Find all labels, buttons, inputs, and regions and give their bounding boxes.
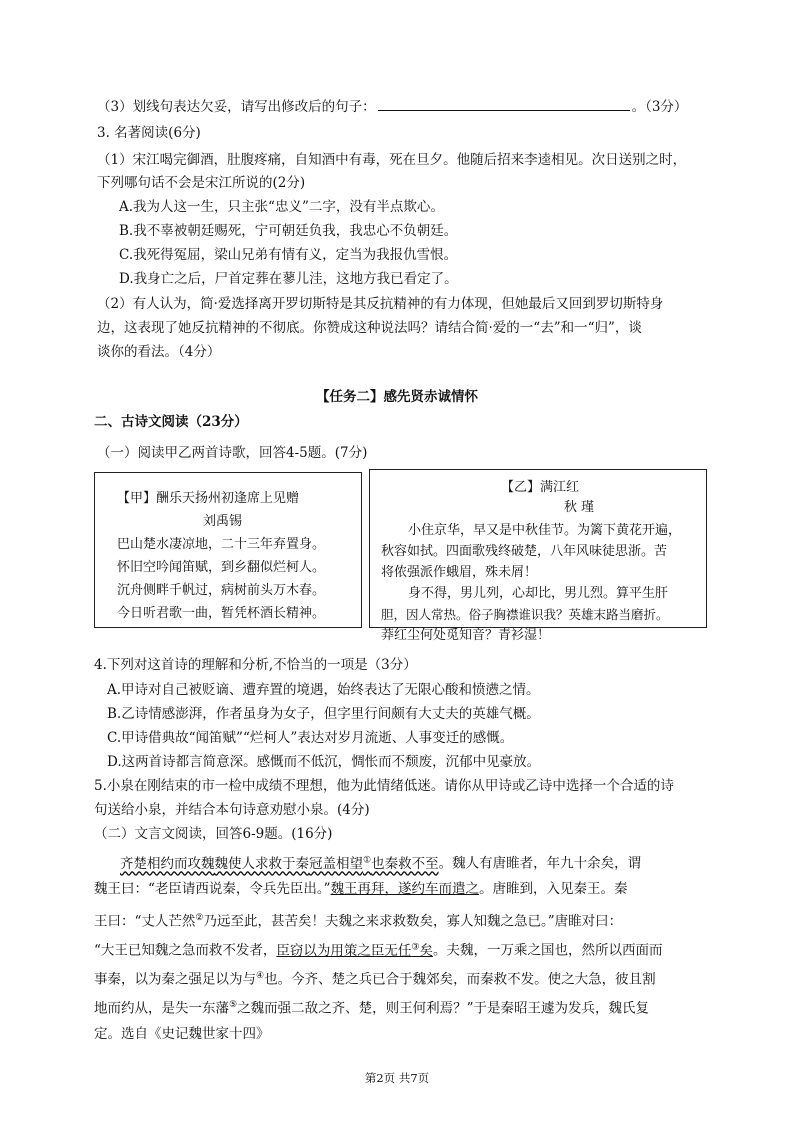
classical-l4-c: 矣 <box>419 942 433 959</box>
poem-yi-line2: 秋容如拭。四面歌残终破楚，八年风味徒思浙。苦 <box>381 544 668 559</box>
classical-l6-b: 之魏而强二敌之齐、楚，则王何利焉？”于是秦昭王遽为发兵，魏氏复 <box>237 1000 649 1017</box>
classical-phrase-e: 。魏人有唐睢者，年九十余矣，谓 <box>438 855 642 872</box>
classical-line7: 定。选自《史记魏世家十四》 <box>94 1026 270 1042</box>
poem-jia-line3: 沉舟侧畔千帆过，病树前头万木春。 <box>117 583 326 598</box>
q4-option-c: C.甲诗借典故“闻笛赋”“烂柯人”表达对岁月流逝、人事变迁的感慨。 <box>107 730 514 746</box>
q4-option-d: D.这两首诗都言简意深。感慨而不低沉，惆怅而不颓废，沉郁中见豪放。 <box>107 754 541 770</box>
section2-heading: 二、古诗文阅读（23分） <box>94 414 248 430</box>
mingzhu-q2-line2: 边，这表现了她反抗精神的不彻底。你赞成这种说法吗？请结合简·爱的一“去”和一“归”，谈 <box>97 320 642 336</box>
q4-option-a: A.甲诗对自己被贬谪、遭弃置的境遇，始终表达了无限心酸和愤懑之情。 <box>107 682 540 698</box>
classical-line4 <box>94 933 662 966</box>
classical-line3 <box>94 904 622 937</box>
classical-l6-a: 地而约从，是失一东藩 <box>94 1000 229 1017</box>
classical-phrase-d: 也秦救不至 <box>371 855 439 872</box>
section2-sub1: （一）阅读甲乙两首诗歌，回答4-5题。(7分) <box>97 445 368 461</box>
poem-jia-line1: 巴山楚水凄凉地，二十三年弃置身。 <box>117 537 326 552</box>
answer-blank-line[interactable] <box>378 98 630 111</box>
question-3-3-score: 。（3分） <box>631 99 688 115</box>
classical-phrase-a: 齐楚相约而攻魏 <box>120 855 215 872</box>
classical-l2-a: 魏王曰：“老臣请西说秦，令兵先臣出。” <box>94 881 331 897</box>
classical-l5-b: 也。今齐、楚之兵已合于魏郊矣，而秦救不发。使之大急，彼且割 <box>264 971 656 988</box>
classical-line5 <box>94 962 656 995</box>
mingzhu-q1-line1: （1）宋江喝完御酒，肚腹疼痛，自知酒中有毒，死在旦夕。他随后招来李逵相见。次日送别之时， <box>97 152 687 168</box>
poem-yi-line3: 将侬强派作蛾眉，殊未屑！ <box>381 565 538 580</box>
classical-underlined-sentence-2 <box>276 943 433 959</box>
classical-line2 <box>94 875 628 904</box>
footnote-marker-4: ④ <box>256 971 265 981</box>
poem-yi-box <box>369 469 707 643</box>
poem-yi-line6: 莽红尘何处觅知音？青衫湿！ <box>381 628 551 643</box>
classical-line6 <box>94 991 649 1024</box>
classical-l4-b: 臣窃以为用策之臣无任 <box>276 942 412 959</box>
classical-line1 <box>120 846 641 879</box>
mingzhu-q1-line2: 下列哪句话不会是宋江所说的(2分) <box>97 175 306 191</box>
classical-l4-a: “大王已知魏之急而救不发者， <box>94 942 277 959</box>
q4-option-b: B.乙诗情感澎湃，作者虽身为女子，但字里行间颇有大丈夫的英雄气概。 <box>107 706 540 722</box>
classical-intro: （二）文言文阅读，回答6-9题。(16分) <box>94 826 333 842</box>
q4-stem: 4.下列对这首诗的理解和分析,不恰当的一项是（3分） <box>94 657 417 673</box>
q5-line2: 句送给小泉，并结合本句诗意劝慰小泉。(4分) <box>94 802 370 818</box>
classical-phrase-b: 魏使人求救于秦 <box>214 855 309 872</box>
question-3-3-text: （3）划线句表达欠妥，请写出修改后的句子： <box>97 99 376 115</box>
footnote-marker-5: ⑤ <box>229 1000 238 1010</box>
poem-yi-line5: 胆，因人常热。俗子胸襟谁识我？英雄末路当磨折。 <box>381 607 669 622</box>
footnote-marker-2: ② <box>195 913 204 923</box>
task2-title: 【任务二】感先贤赤诚情怀 <box>316 389 478 405</box>
classical-underlined-sentence-1: 魏王再拜，遂约车而遣之 <box>330 881 480 897</box>
classical-l3-b: 乃远至此，甚苦矣！夫魏之来求救数矣，寡人知魏之急已。”唐睢对曰： <box>203 913 623 930</box>
classical-wavy-phrase <box>120 856 439 872</box>
mingzhu-q2-line3: 谈你的看法。（4分） <box>97 344 221 360</box>
classical-l4-d: 。夫魏，一万乘之国也，然所以西面而 <box>432 942 663 959</box>
classical-l5-a: 事秦，以为秦之强足以为与 <box>94 971 256 988</box>
q5-line1: 5.小泉在刚结束的市一检中成绩不理想，他为此情绪低迷。请你从甲诗或乙诗中选择一个合适的诗 <box>94 778 674 794</box>
poem-yi-title: 【乙】满江红 <box>501 480 580 495</box>
classical-l2-c: 。唐睢到，入见秦王。秦 <box>479 881 628 897</box>
mingzhu-option-a: A.我为人这一生，只主张“忠义”二字，没有半点欺心。 <box>119 199 444 215</box>
poem-yi-line1: 小住京华，早又是中秋佳节。为篱下黄花开遍， <box>408 523 682 538</box>
poem-yi-line4: 身不得，男儿列，心却比，男儿烈。算平生肝 <box>408 586 669 601</box>
poem-jia-box <box>94 472 362 628</box>
poem-jia-title: 【甲】酬乐天扬州初逢席上见赠 <box>117 491 300 506</box>
classical-l3-a: 王曰：“丈人芒然 <box>94 913 196 930</box>
poem-jia-line2: 怀旧空吟闻笛赋，到乡翻似烂柯人。 <box>117 560 326 575</box>
footnote-marker-3: ③ <box>411 942 420 952</box>
classical-phrase-c: 冠盖相望 <box>309 855 363 872</box>
mingzhu-option-c: C.我死得冤屈，梁山兄弟有情有义，定当为我报仇雪恨。 <box>119 247 458 263</box>
poem-jia-author: 刘禹锡 <box>203 514 243 529</box>
mingzhu-option-d: D.我身亡之后，尸首定葬在蓼儿洼，这地方我已看定了。 <box>119 271 458 287</box>
footnote-marker-1: ① <box>363 855 372 865</box>
question-3-3 <box>97 98 687 116</box>
poem-yi-author: 秋 瑾 <box>564 500 595 515</box>
mingzhu-q2-line1: （2）有人认为，简·爱选择离开罗切斯特是其反抗精神的有力体现，但她最后又回到罗切斯特身 <box>97 296 664 312</box>
mingzhu-option-b: B.我不辜被朝廷赐死，宁可朝廷负我，我忠心不负朝廷。 <box>119 223 458 239</box>
page-footer: 第2页 共7页 <box>364 1071 430 1085</box>
poem-jia-line4: 今日听君歌一曲，暂凭杯酒长精神。 <box>117 606 326 621</box>
mingzhu-heading: 3. 名著阅读(6分) <box>97 125 201 141</box>
